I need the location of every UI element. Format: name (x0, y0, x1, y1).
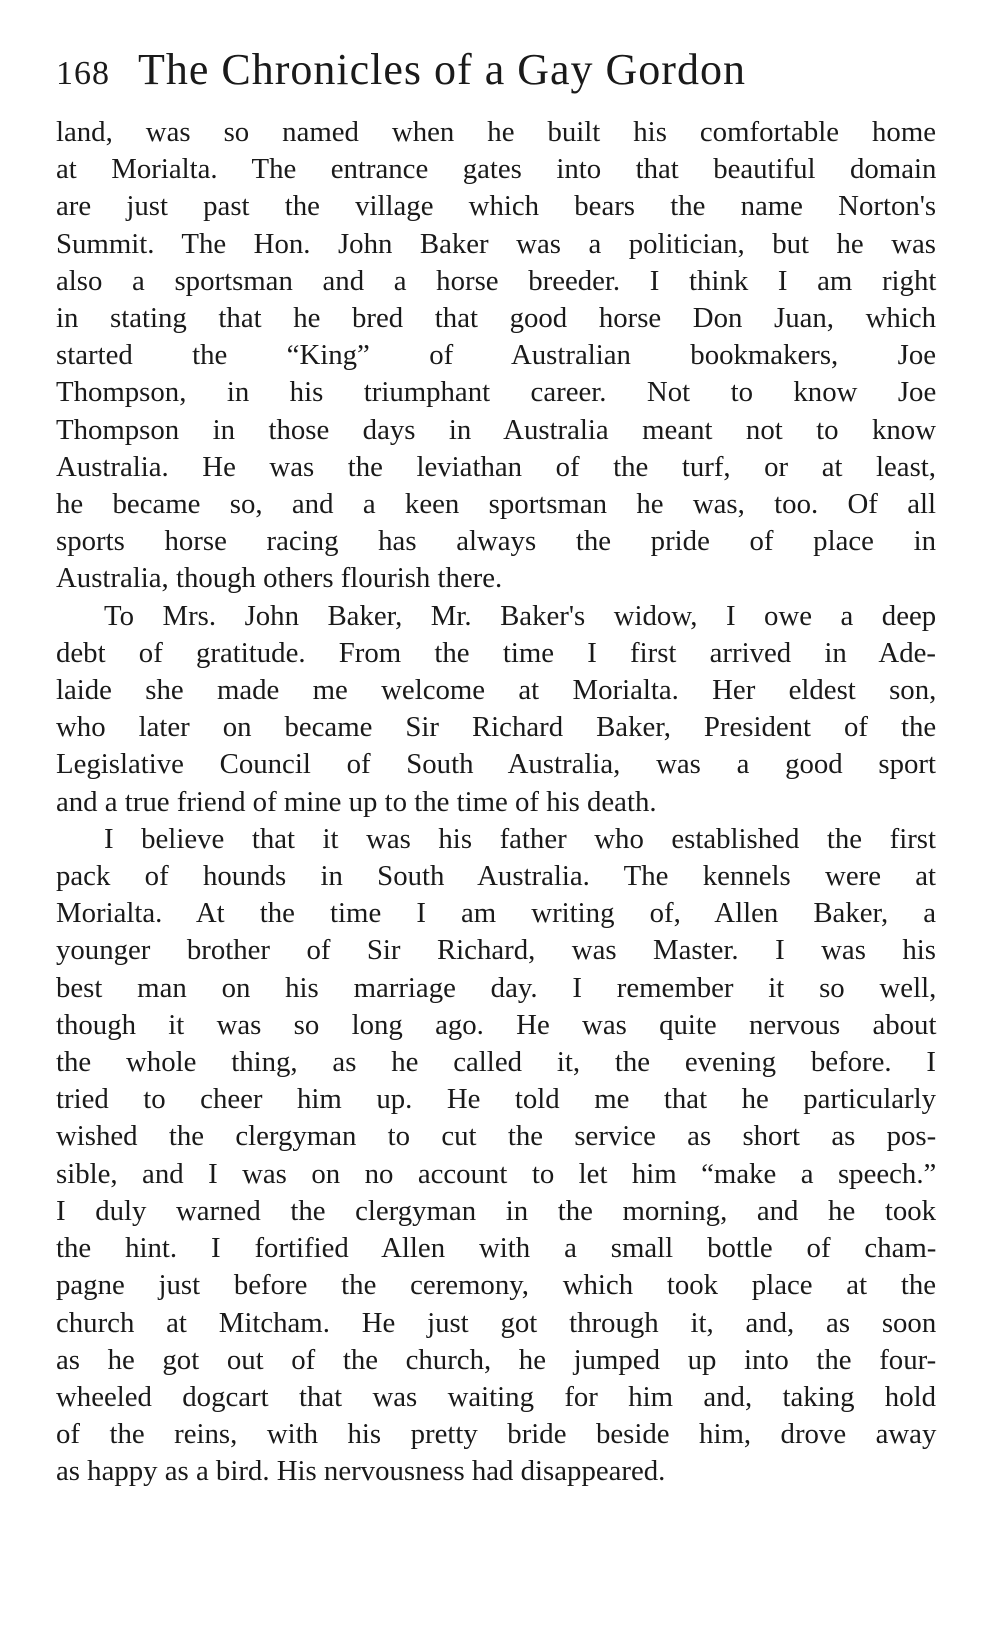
text-line: I duly warned the clergyman in the morning, and he took (56, 1194, 937, 1227)
text-line: he became so, and a keen sportsman he was, too. Of all (56, 488, 936, 521)
text-line: pagne just before the ceremony, which took place at the (56, 1269, 937, 1302)
text-line: though it was so long ago. He was quite nervous about (56, 1008, 937, 1041)
text-line: tried to cheer him up. He told me that he particularly (56, 1083, 936, 1116)
body-text (56, 114, 936, 1491)
text-line: as happy as a bird. His nervousness had disappeared. (56, 1455, 666, 1488)
text-line: and a true friend of mine up to the time of his death. (56, 785, 657, 818)
text-line: church at Mitcham. He just got through it, and, as soon (56, 1306, 937, 1339)
text-line: as he got out of the church, he jumped up into the four- (56, 1343, 937, 1376)
text-line: Morialta. At the time I am writing of, Allen Baker, a (56, 897, 937, 930)
text-line: wheeled dogcart that was waiting for him and, taking hold (56, 1380, 936, 1413)
paragraph-1 (56, 114, 936, 598)
text-line: I believe that it was his father who established the first (104, 822, 936, 855)
text-line: younger brother of Sir Richard, was Master. I was his (56, 934, 936, 967)
text-line: laide she made me welcome at Morialta. Her eldest son, (56, 674, 937, 707)
text-line: best man on his marriage day. I remember it so well, (56, 971, 937, 1004)
text-line: Legislative Council of South Australia, was a good sport (56, 748, 936, 781)
text-line: sible, and I was on no account to let him “make a speech.” (56, 1157, 937, 1190)
text-line: Thompson in those days in Australia meant not to know (56, 413, 936, 446)
text-line: debt of gratitude. From the time I first arrived in Ade- (56, 636, 936, 669)
text-line: also a sportsman and a horse breeder. I think I am right (56, 264, 937, 297)
text-line: Thompson, in his triumphant career. Not to know Joe (56, 376, 937, 409)
text-line: pack of hounds in South Australia. The kennels were at (56, 860, 937, 893)
text-line: sports horse racing has always the pride of place in (56, 525, 936, 558)
text-line: at Morialta. The entrance gates into that beautiful domain (56, 153, 937, 186)
text-line: land, was so named when he built his comfortable home (56, 116, 936, 148)
running-head (56, 44, 936, 110)
paragraph-2 (56, 598, 936, 821)
text-line: Australia. He was the leviathan of the turf, or at least, (56, 450, 936, 483)
text-line: To Mrs. John Baker, Mr. Baker's widow, I owe a deep (104, 599, 937, 632)
paragraph-3 (56, 821, 936, 1491)
text-line: of the reins, with his pretty bride beside him, drove away (56, 1418, 937, 1451)
text-line: the hint. I fortified Allen with a small bottle of cham- (56, 1232, 937, 1265)
page-number: 168 (56, 55, 110, 92)
text-line: Summit. The Hon. John Baker was a politician, but he was (56, 227, 936, 260)
text-line: Australia, though others flourish there. (56, 562, 503, 595)
text-line: the whole thing, as he called it, the evening before. I (56, 1046, 936, 1079)
text-line: wished the clergyman to cut the service as short as pos- (56, 1120, 937, 1153)
text-line: in stating that he bred that good horse Don Juan, which (56, 302, 936, 335)
book-title: The Chronicles of a Gay Gordon (138, 45, 746, 94)
text-line: started the “King” of Australian bookmakers, Joe (56, 339, 936, 372)
book-page (56, 44, 936, 1491)
text-line: are just past the village which bears the name Norton's (56, 190, 937, 223)
text-line: who later on became Sir Richard Baker, President of the (56, 711, 937, 744)
